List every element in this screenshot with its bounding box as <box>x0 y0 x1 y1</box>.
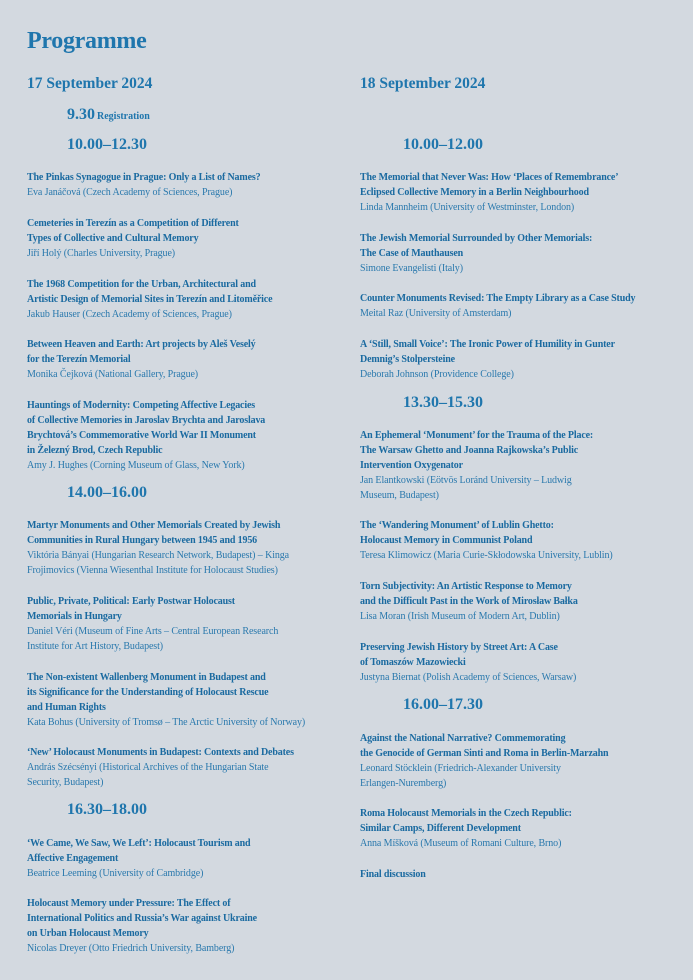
registration-time: 9.30 <box>67 106 95 123</box>
talk-title: The 1968 Competition for the Urban, Architectural and Artistic Design of Memorial Sites in Terezín and Litoměřice <box>27 279 273 305</box>
talk <box>27 836 347 881</box>
session-time: 16.30–18.00 <box>67 801 147 818</box>
talk-title: Final discussion <box>360 869 426 880</box>
talk-speaker: Anna Míšková (Museum of Romani Culture, Brno) <box>360 838 562 849</box>
talk <box>27 170 347 200</box>
talk <box>360 806 675 851</box>
talk-speaker: Viktória Bányai (Hungarian Research Network, Budapest) – Kinga Frojimovics (Vienna Wiesenthal Institute for Holocaust Studies) <box>27 550 290 576</box>
talk-title: ‘New’ Holocaust Monuments in Budapest: Contexts and Debates <box>27 747 294 758</box>
talk-title: ‘We Came, We Saw, We Left’: Holocaust Tourism and Affective Engagement <box>27 838 251 864</box>
talk <box>27 216 347 261</box>
talk <box>27 277 347 322</box>
talk-title: Between Heaven and Earth: Art projects by Aleš Veselý for the Terezín Memorial <box>27 339 256 365</box>
talk-title: Torn Subjectivity: An Artistic Response to Memory and the Difficult Past in the Work of Mirosław Bałka <box>360 581 578 607</box>
talk <box>360 731 675 791</box>
talk-speaker: Jakub Hauser (Czech Academy of Sciences, Prague) <box>27 309 232 320</box>
talk <box>27 518 347 578</box>
talk-speaker: Eva Janáčová (Czech Academy of Sciences, Prague) <box>27 187 233 198</box>
talk-title: An Ephemeral ‘Monument’ for the Trauma of the Place: The Warsaw Ghetto and Joanna Rajkowska’s Public Intervention Oxygenator <box>360 430 594 471</box>
talk-speaker: Deborah Johnson (Providence College) <box>360 369 514 380</box>
registration-label: Registration <box>97 111 150 122</box>
talk-title: Cemeteries in Terezín as a Competition of Different Types of Collective and Cultural Memory <box>27 218 239 244</box>
talk-speaker: Nicolas Dreyer (Otto Friedrich University, Bamberg) <box>27 943 235 954</box>
day-1-date: 17 September 2024 <box>27 75 153 92</box>
talk-speaker: Justyna Biernat (Polish Academy of Sciences, Warsaw) <box>360 672 577 683</box>
talk-speaker: Monika Čejková (National Gallery, Prague) <box>27 369 199 380</box>
talk-speaker: Meital Raz (University of Amsterdam) <box>360 308 512 319</box>
talk <box>360 640 675 685</box>
page-title: Programme <box>27 28 147 54</box>
talk <box>360 579 675 624</box>
session-time: 10.00–12.00 <box>403 136 483 153</box>
talk <box>360 337 675 382</box>
session-time: 16.00–17.30 <box>403 696 483 713</box>
talk-speaker: Lisa Moran (Irish Museum of Modern Art, Dublin) <box>360 611 560 622</box>
talk <box>360 231 675 276</box>
talk <box>360 428 675 503</box>
talk-title: Martyr Monuments and Other Memorials Created by Jewish Communities in Rural Hungary between 1945 and 1956 <box>27 520 281 546</box>
talk-speaker: Amy J. Hughes (Corning Museum of Glass, New York) <box>27 460 245 471</box>
talk-title: The Jewish Memorial Surrounded by Other Memorials: The Case of Mauthausen <box>360 233 593 259</box>
talk <box>360 518 675 563</box>
talk-title: The ‘Wandering Monument’ of Lublin Ghetto: Holocaust Memory in Communist Poland <box>360 520 554 546</box>
talk-title: Preserving Jewish History by Street Art: A Case of Tomaszów Mazowiecki <box>360 642 558 668</box>
talk-speaker: Simone Evangelisti (Italy) <box>360 263 463 274</box>
talk-speaker: Teresa Klimowicz (Maria Curie-Skłodowska University, Lublin) <box>360 550 613 561</box>
talk-title: Roma Holocaust Memorials in the Czech Republic: Similar Camps, Different Development <box>360 808 572 834</box>
talk-speaker: András Szécsényi (Historical Archives of the Hungarian State Security, Budapest) <box>27 762 269 788</box>
talk <box>27 594 347 654</box>
talk <box>27 337 347 382</box>
talk-title: The Memorial that Never Was: How ‘Places of Remembrance’ Eclipsed Collective Memory in a Berlin Neighbourhood <box>360 172 619 198</box>
talk-title: The Non-existent Wallenberg Monument in Budapest and its Significance for the Understanding of Holocaust Rescue and Human Rights <box>27 672 269 713</box>
talk-title: Holocaust Memory under Pressure: The Effect of International Politics and Russia’s War against Ukraine on Urban Holocaust Memory <box>27 898 257 939</box>
talk-title: A ‘Still, Small Voice’: The Ironic Power of Humility in Gunter Demnig’s Stolpersteine <box>360 339 615 365</box>
talk-speaker: Jiří Holý (Charles University, Prague) <box>27 248 176 259</box>
talk <box>27 745 347 790</box>
talk <box>27 896 347 956</box>
talk <box>27 398 347 473</box>
talk <box>27 670 347 730</box>
talk-title: Counter Monuments Revised: The Empty Library as a Case Study <box>360 293 636 304</box>
talk-title: Public, Private, Political: Early Postwar Holocaust Memorials in Hungary <box>27 596 235 622</box>
talk-speaker: Kata Bohus (University of Tromsø – The Arctic University of Norway) <box>27 717 306 728</box>
registration <box>67 106 150 124</box>
session-time: 13.30–15.30 <box>403 394 483 411</box>
talk-speaker: Linda Mannheim (University of Westminster, London) <box>360 202 575 213</box>
talk-title: Against the National Narrative? Commemorating the Genocide of German Sinti and Roma in Berlin-Marzahn <box>360 733 609 759</box>
talk-title: The Pinkas Synagogue in Prague: Only a List of Names? <box>27 172 261 183</box>
day-2-date: 18 September 2024 <box>360 75 486 92</box>
session-time: 14.00–16.00 <box>67 484 147 501</box>
talk-speaker: Beatrice Leeming (University of Cambridge) <box>27 868 204 879</box>
talk <box>360 170 675 215</box>
talk-speaker: Leonard Stöcklein (Friedrich-Alexander University Erlangen-Nuremberg) <box>360 763 561 789</box>
talk-speaker: Daniel Véri (Museum of Fine Arts – Central European Research Institute for Art History, Budapest) <box>27 626 279 652</box>
talk-title: Hauntings of Modernity: Competing Affective Legacies of Collective Memories in Jaroslav Brychta and Jaroslava Brychtová’s Commemorative World War II Monument in Železný Brod, Czech Republic <box>27 400 266 456</box>
talk <box>360 867 675 882</box>
session-time: 10.00–12.30 <box>67 136 147 153</box>
talk <box>360 291 675 321</box>
talk-speaker: Jan Elantkowski (Eötvös Loránd University – Ludwig Museum, Budapest) <box>360 475 572 501</box>
